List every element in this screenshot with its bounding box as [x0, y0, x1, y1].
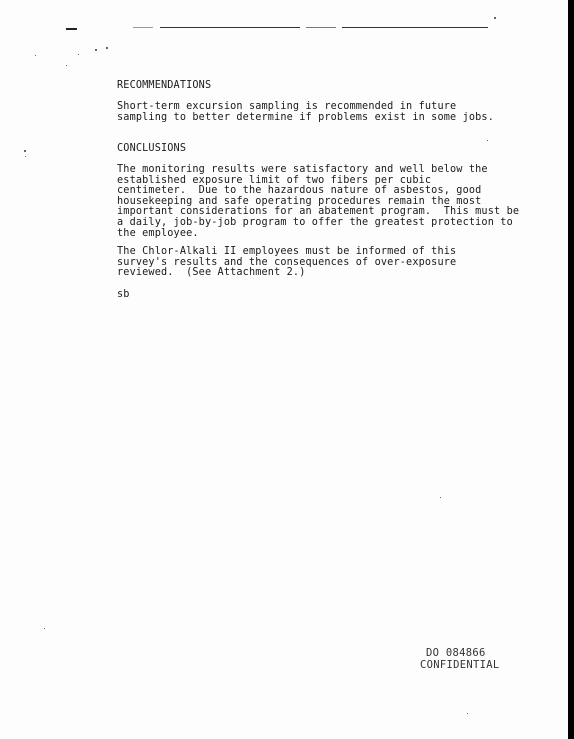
- text-line: survey's results and the consequences of over-exposure: [117, 256, 457, 268]
- scan-speck: [78, 54, 79, 55]
- scan-speck: [467, 713, 468, 714]
- conclusions-paragraph-2: [117, 247, 557, 279]
- text-line: Short-term excursion sampling is recommended in future: [117, 101, 457, 112]
- scan-mark: [66, 28, 77, 30]
- top-rule-segment: [342, 27, 488, 28]
- bates-number: DO 084866: [426, 647, 486, 659]
- top-rule-segment: [306, 27, 336, 28]
- scan-speck: [487, 140, 488, 141]
- scan-speck: [24, 150, 26, 152]
- recommendations-paragraph: [117, 102, 557, 123]
- confidential-label: CONFIDENTIAL: [420, 659, 500, 671]
- top-rule-segment: [133, 27, 153, 28]
- scan-speck: [494, 17, 496, 19]
- recommendations-heading: RECOMMENDATIONS: [117, 80, 212, 91]
- scan-edge: [568, 0, 574, 739]
- scan-speck: [440, 497, 441, 498]
- text-line: a daily, job-by-job program to offer the greatest protection to: [117, 216, 513, 228]
- text-line: sampling to better determine if problems exist in some jobs.: [117, 111, 495, 123]
- scan-speck: [25, 156, 26, 157]
- text-line: The Chlor-Alkali II employees must be informed of this: [117, 246, 457, 257]
- text-line: housekeeping and safe operating procedures remain the most: [117, 195, 482, 207]
- top-rule-segment: [160, 27, 300, 28]
- scan-speck: [95, 49, 97, 51]
- bates-stamp: [420, 647, 499, 671]
- conclusions-heading: CONCLUSIONS: [117, 143, 187, 154]
- scan-speck: [106, 47, 108, 49]
- text-line: the employee.: [117, 227, 199, 239]
- text-line: reviewed. (See Attachment 2.): [117, 267, 306, 279]
- typist-initials: sb: [117, 289, 130, 300]
- scan-speck: [35, 55, 36, 56]
- scan-speck: [66, 65, 67, 66]
- text-line: The monitoring results were satisfactory and well below the: [117, 164, 488, 175]
- scan-speck: [44, 628, 45, 629]
- text-line: established exposure limit of two fibers per cubic: [117, 174, 432, 186]
- text-line: centimeter. Due to the hazardous nature of asbestos, good: [117, 185, 482, 197]
- conclusions-paragraph-1: [117, 165, 557, 239]
- text-line: important considerations for an abatement program. This must be: [117, 206, 520, 218]
